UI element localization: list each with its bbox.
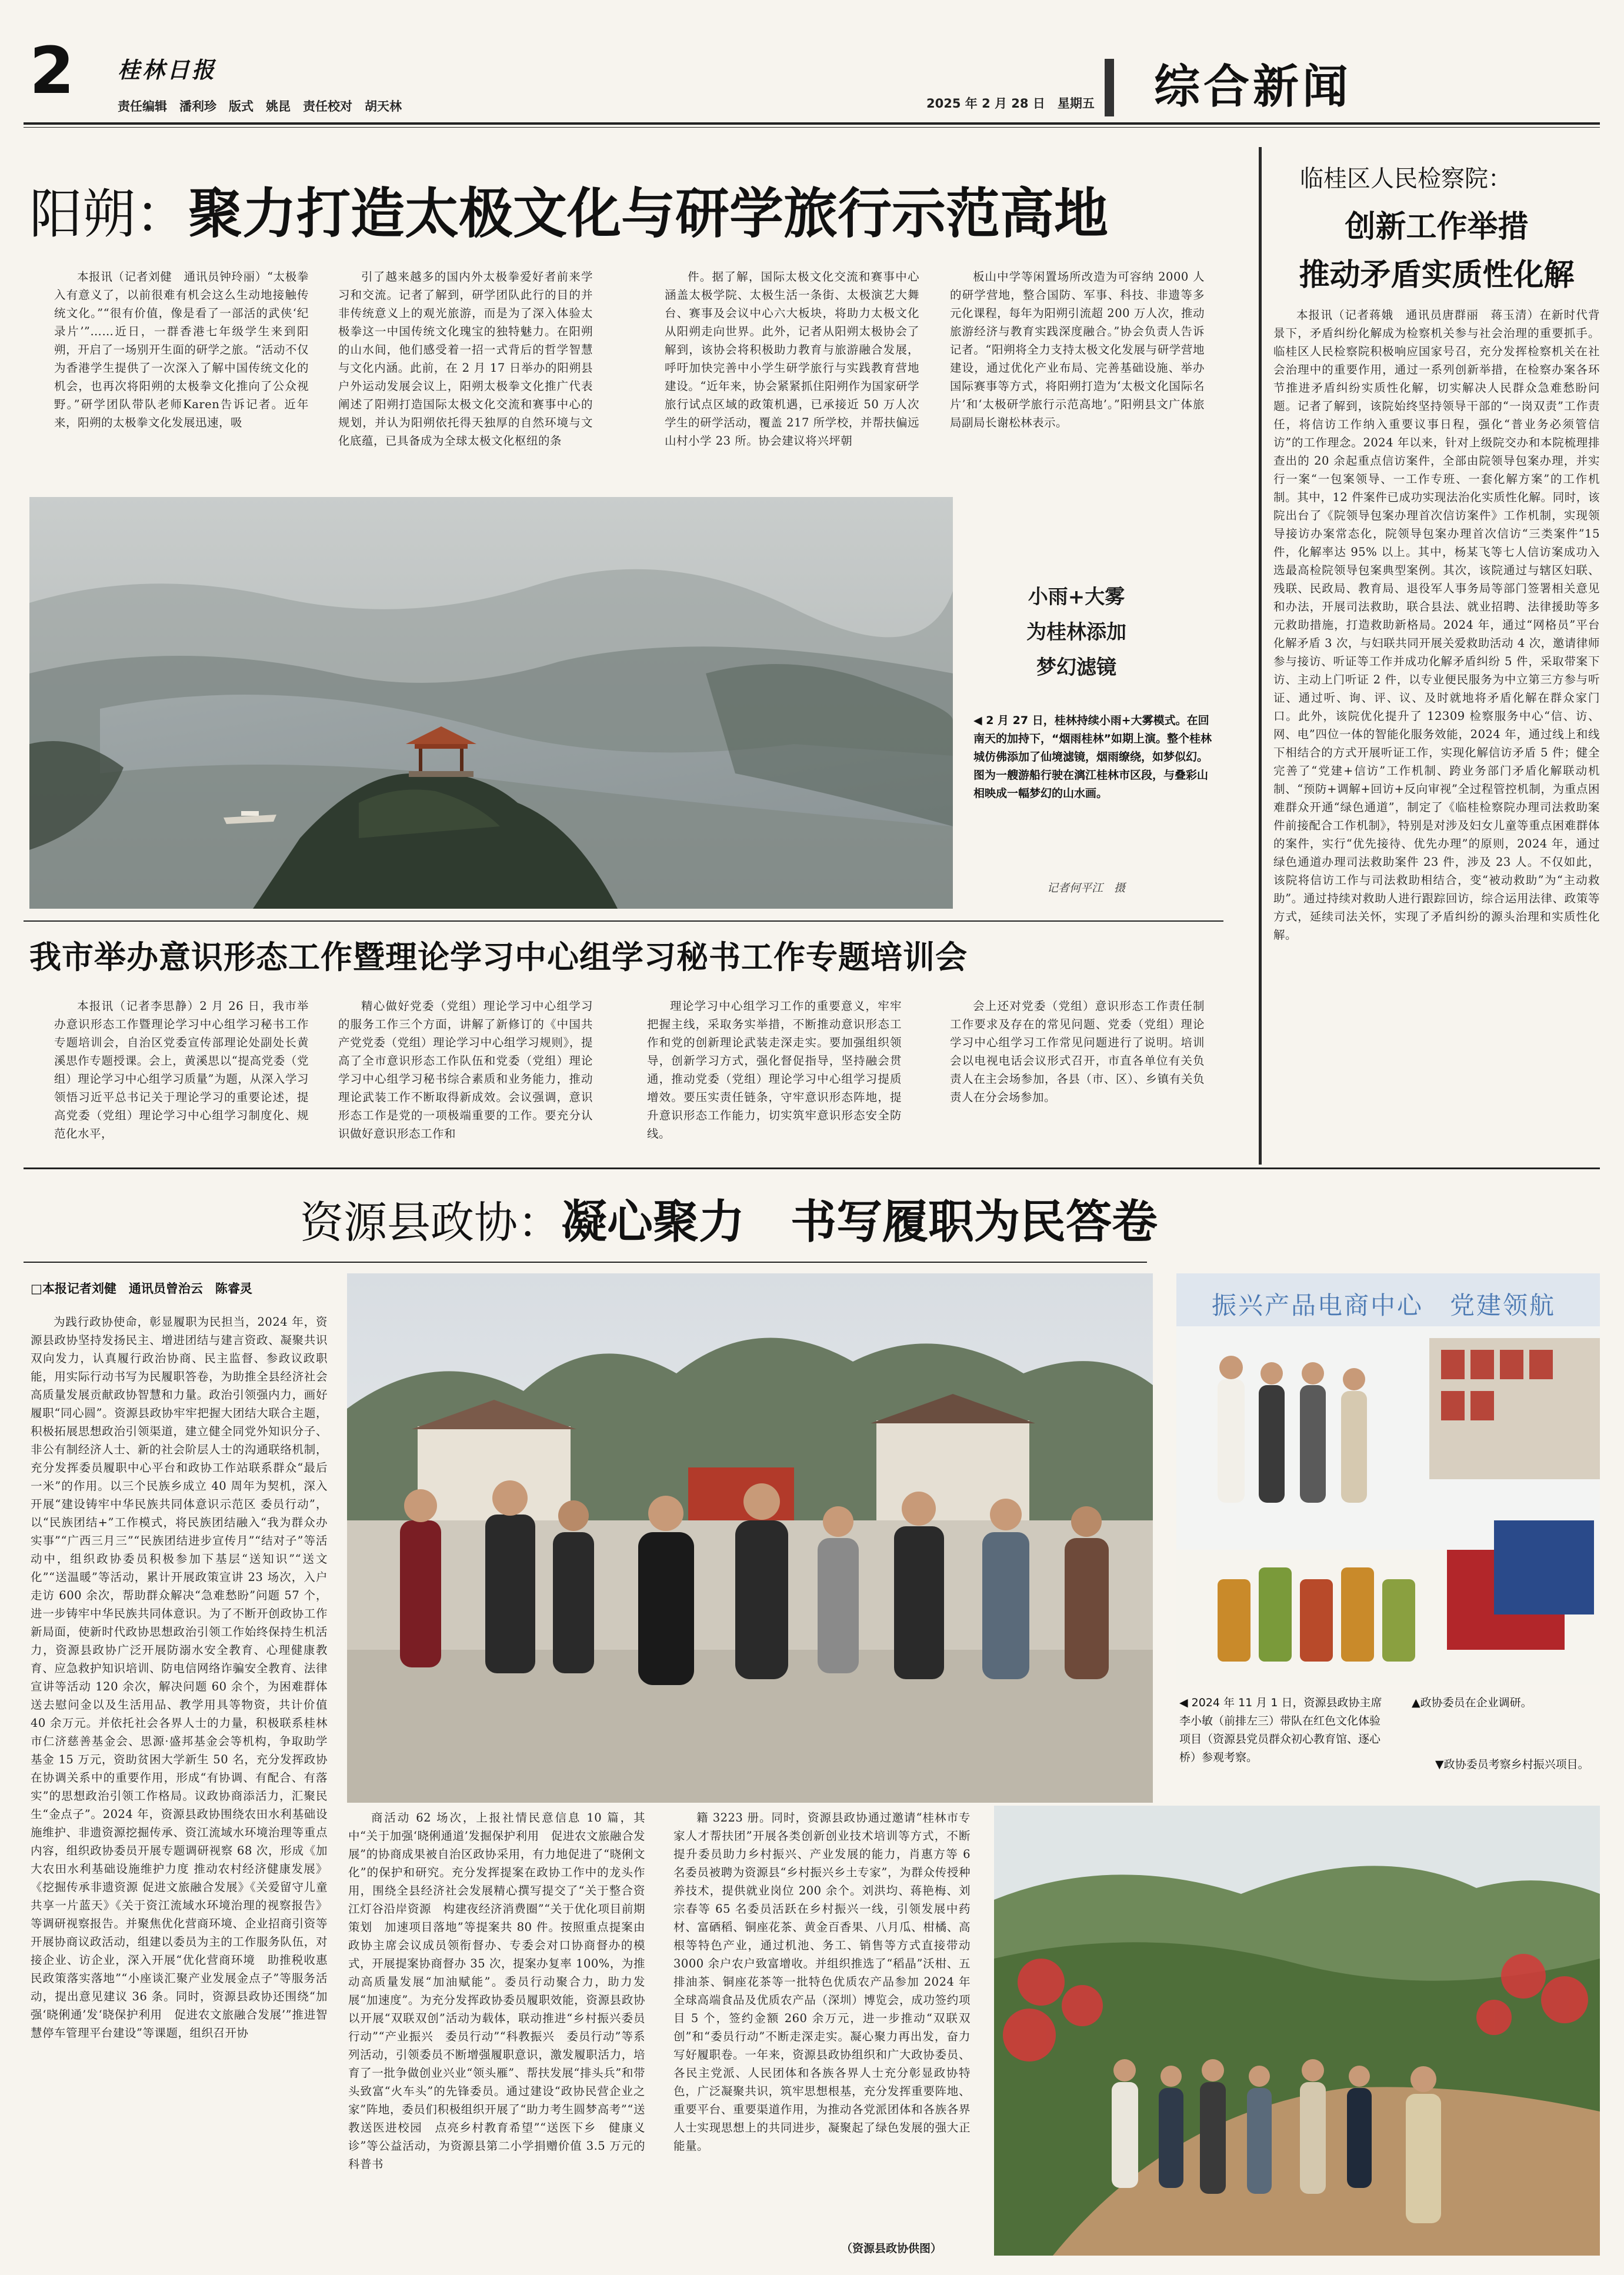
- headline-place: 资源县政协：: [300, 1197, 561, 1248]
- article3-headline: [300, 1185, 1158, 1251]
- headline-main: 凝心聚力 书写履职为民答卷: [561, 1195, 1158, 1249]
- article2-col1: 本报讯（记者李思静）2 月 26 日，我市举办意识形态工作暨理论学习中心组学习秘书工作专题培训会，自治区党委宣传部理论处副处长黄溪思作专题授课。会上，黄溪思以“提高党委（党组）理论学习中心组学习质量”为题，从深入学习领悟习近平总书记关于理论学习的重要论述，提高党委（党组）理论学习中心组学习制度化、规范化水平，: [54, 999, 309, 1140]
- rural-photo-image: [994, 1806, 1600, 2256]
- misty-landscape-image: [29, 497, 953, 909]
- article3-col3: 籍 3223 册。同时，资源县政协通过邀请“桂林市专家人才帮扶团”开展各类创新创业技术培训等方式，不断提升委员助力乡村振兴、产业发展的能力，肖惠方等 6 名委员被聘为资源县“乡村振兴乡土专家”，为群众传授种养技术，提供就业岗位 200 余个。刘洪均、蒋艳梅、刘宗春等 65 名委员活跃在乡村振兴一线，引领发展中药材、富硒稻、铜座花茶、黄金百香果、八月瓜、柑橘、高根等特色产业，通过机池、务工、销售等方式直接带动 3000 余户农户致富增收。并组织推选了“稻晶”沃柑、五排油茶、铜座花茶等一批特色优质农产品参加 2024 年全球高端食品及优质农产品（深圳）博览会，成功签约项目 5 个，签约金额 260 余万元，进一步推动“双联双创”和“委员行动”不断走深走实。凝心聚力再出发，奋力写好履职卷。一年来，资源县政协组织和广大政协委员、各民主党派、人民团体和各族各界人士充分彰显政协特色，广泛凝聚共识，筑牢思想根基，充分发挥重要阵地、重要平台、重要渠道作用，为推动各党派团体和各族各界人士实现思想上的共同进步，凝聚起了绿色发展的强大正能量。: [673, 1811, 971, 2153]
- photo-enterprise: [1176, 1273, 1600, 1685]
- headline-main: 聚力打造太极文化与研学旅行示范高地: [188, 182, 1109, 245]
- article3-byline: □本报记者刘健 通讯员曾治云 陈睿灵: [31, 1282, 252, 1296]
- article2-col3: 理论学习中心组学习工作的重要意义，牢牢把握主线，采取务实举措，不断推动意识形态工作和党的创新理论武装走深走实。要加强组织领导，创新学习方式，强化督促指导，坚持融会贯通，推动党委（党组）理论学习中心组学习提质增效。要压实责任链条，守牢意识形态阵地，提升意识形态工作能力，切实筑牢意识形态安全防线。: [647, 999, 902, 1140]
- sidebar-title-line: 推动矛盾实质性化解: [1299, 257, 1575, 293]
- photo1-credit: 记者何平江 摄: [1047, 882, 1126, 895]
- issue-date: 2025 年 2 月 28 日 星期五: [926, 96, 1095, 111]
- photo1-title: [982, 579, 1171, 685]
- page-number: 2: [29, 33, 75, 108]
- photo3-caption-c: ▼政协委员考察乡村振兴项目。: [1435, 1758, 1589, 1771]
- photo-delegation: [347, 1273, 1153, 1803]
- photo-misty-river: [29, 497, 953, 909]
- sidebar-kicker: 临桂区人民检察院：: [1300, 165, 1512, 192]
- photo1-title-line: 为桂林添加: [1026, 621, 1126, 644]
- article2-headline: 我市举办意识形态工作暨理论学习中心组学习秘书工作专题培训会: [29, 938, 968, 976]
- article3-col2: 商活动 62 场次，上报社情民意信息 10 篇，其中“关于加强‘晓俐通道’发掘保护利用 促进农文旅融合发展”的协商成果被自治区政协采用，有力地促进了“晓俐文化”的保护和研究。充分发挥提案在政协工作中的龙头作用，围绕全县经济社会发展精心撰写提交了“关于整合资江灯谷沿岸资源 构建夜经济消费圈”“关于优化项目前期策划 加速项目落地”等提案共 80 件。按照重点提案由政协主席会议成员领衔督办、专委会对口协商督办的模式，开展提案协商督办 35 次，提案办复率 100%，为推动高质量发展“加油赋能”。委员行动聚合力，助力发展“加速度”。为充分发挥政协委员履职效能，资源县政协以开展“双联双创”活动为载体，联动推进“乡村振兴委员行动”“产业振兴 委员行动”“科教振兴 委员行动”等系列活动，引领委员不断增强履职意识，激发履职活力，培育了一批争做创业兴业“领头雁”、帮扶发展“排头兵”和带头致富“火车头”的先锋委员。通过建设“政协民营企业之家”阵地，委员们积极组织开展了“助力考生圆梦高考”“送教送医进校园 点亮乡村教育希望”“送医下乡 健康义诊”等公益活动，为资源县第二小学捐赠价值 3.5 万元的科普书: [348, 1811, 645, 2171]
- article1-headline: [29, 171, 1108, 248]
- article1-col4: 板山中学等闲置场所改造为可容纳 2000 人的研学营地，整合国防、军事、科技、非遗等多元化课程，每年为阳朔引流超 200 万人次，推动旅游经济与教育实践深度融合。”协会负责人告诉记者。“阳朔将全力支持太极文化发展与研学营地建设，通过优化产业布局、完善基础设施、举办国际赛事等方式，将阳朔打造为‘太极文化国际名片’和‘太极研学旅行示范高地’。”阳朔县文广体旅局副局长谢松林表示。: [950, 270, 1205, 429]
- sidebar-title: [1273, 203, 1600, 299]
- masthead-rule-thin: [24, 127, 1600, 128]
- masthead-rule: [24, 122, 1600, 125]
- article2-col2: 精心做好党委（党组）理论学习中心组学习的服务工作三个方面，讲解了新修订的《中国共产党党委（党组）理论学习中心组学习规则》，提高了全市意识形态工作队伍和党委（党组）理论学习中心组学习秘书综合素质和业务能力，推动理论武装工作不断取得新成效。会议强调，意识形态工作是党的一项极端重要的工作。要充分认识做好意识形态工作和: [338, 999, 593, 1140]
- enterprise-photo-image: [1176, 1273, 1600, 1685]
- section-marker: [1105, 59, 1114, 116]
- article3-rule-mid: [24, 1262, 1147, 1263]
- section-title: 综合新闻: [1154, 60, 1352, 114]
- paper-name: 桂林日报: [118, 56, 217, 83]
- photo1-caption: ◀ 2 月 27 日，桂林持续小雨+大雾模式。在回南天的加持下，“烟雨桂林”如期上演。整个桂林城仿佛添加了仙境滤镜，烟雨缭绕，如梦似幻。图为一艘游船行驶在漓江桂林市区段，与叠彩山相映成一幅梦幻的山水画。: [973, 714, 1212, 800]
- photo1-title-line: 梦幻滤镜: [1036, 656, 1116, 679]
- delegation-photo-image: [347, 1273, 1153, 1803]
- sidebar-title-line: 创新工作举措: [1345, 209, 1529, 245]
- article2-rule-top: [24, 920, 1223, 922]
- article2-col4: 会上还对党委（党组）意识形态工作责任制工作要求及存在的常见问题、党委（党组）理论学习中心组学习工作常见问题进行了说明。培训会以电视电话会议形式召开，市直各单位有关负责人在主会场参加，各县（市、区）、乡镇有关负责人在分会场参加。: [950, 999, 1205, 1104]
- photo1-title-line: 小雨+大雾: [1028, 585, 1125, 609]
- article3-rule-top: [24, 1167, 1600, 1169]
- article1-col1: 本报讯（记者刘健 通讯员钟玲丽）“太极拳入有意义了，以前很难有机会这么生动地接触传统文化。”“很有价值，像是看了一部活的武侠‘纪录片’”……近日，一群香港七年级学生来到阳朔，开启了一场别开生面的研学之旅。“活动不仅为香港学生提供了一次深入了解中国传统文化的机会，也再次将阳朔的太极拳文化推向了公众视野。”研学团队带队老师Karen告诉记者。近年来，阳朔的太极拳文化发展迅速，吸: [54, 270, 309, 429]
- sidebar-body: 本报讯（记者蒋娥 通讯员唐群丽 蒋玉清）在新时代背景下，矛盾纠纷化解成为检察机关参与社会治理的重要抓手。临桂区人民检察院积极响应国家号召，充分发挥检察机关在社会治理中的重要作用，通过一系列创新举措，在检察办案各环节推进矛盾纠纷实质性化解，切实解决人民群众急难愁盼问题。记者了解到，该院始终坚持领导干部的“一岗双责”工作责任，将信访工作纳入重要议事日程，强化“普业务必须管信访”的工作理念。2024 年以来，针对上级院交办和本院梳理排查出的 20 余起重点信访案件，全部由院领导包案办理，并实行一案“一包案领导、一工作专班、一套化解方案”的工作机制。其中，12 件案件已成功实现法治化实质性化解。同时，该院出台了《院领导包案办理首次信访案件》工作机制，实现领导接访办案常态化，院领导包案办理首次信访“三类案件”15 件，化解率达 95% 以上。其中，杨某飞等七人信访案成功入选最高检院领导包案典型案例。其次，该院通过与辖区妇联、残联、民政局、教育局、退役军人事务局等部门签署相关意见和办法，开展司法救助，联合县法、就业招聘、法律援助等多元救助措施，打造救助新格局。2024 年，通过“网格员”平台化解矛盾 3 次，与妇联共同开展关爱救助活动 4 次，邀请律师参与接访、听证等工作并成功化解矛盾纠纷 5 件，采取带案下访、主动上门听证 2 件，以专业便民服务为中立第三方参与听证、通过听、询、评、议、及时就地将矛盾化解在群众家门口。此外，该院优化提升了 12309 检察服务中心“信、访、网、电”四位一体的智能化服务效能，2024 年，通过线上和线下相结合的方式开展听证工作，实现化解信访矛盾 5 件；健全完善了“党建+信访”工作机制、跨业务部门矛盾化解联动机制、“预防+调解+回访+反向审视”全过程管控机制，为重点困难群众开通“绿色通道”，制定了《临桂检察院办理司法救助案件前接配合工作机制》，特别是对涉及妇女儿童等重点困难群体的案件，实行“优先接待、优先办理”的原则，2024 年，通过绿色通道办理司法救助案件 23 件，涉及 23 人。不仅如此，该院将信访工作与司法救助相结合，变“被动救助”为“主动救助”。通过持续对救助人进行跟踪回访，综合运用法律、政策等方式，延续司法关怀，实现了矛盾纠纷的源头治理和实质性化解。: [1273, 308, 1600, 942]
- editors-line: 责任编辑 潘利珍 版式 姚昆 责任校对 胡天林: [118, 99, 402, 114]
- photo3-caption-b: ▲政协委员在企业调研。: [1412, 1696, 1532, 1709]
- sidebar-divider: [1259, 147, 1262, 1165]
- article1-col2: 引了越来越多的国内外太极拳爱好者前来学习和交流。记者了解到，研学团队此行的目的并非传统意义上的观光旅游，而是为了深入体验太极拳这一中国传统文化瑰宝的独特魅力。在阳朔的山水间，他们感受着一招一式背后的哲学智慧与文化内涵。此前，在 2 月 17 日举办的阳朔县户外运动发展会议上，阳朔太极拳文化推广代表阐述了阳朔打造国际太极文化交流和赛事中心的规划，并认为阳朔依托得天独厚的自然环境与文化底蕴，已具备成为全球太极文化枢纽的条: [338, 270, 593, 448]
- enterprise-sign-text: 振兴产品电商中心 党建领航: [1212, 1291, 1556, 1320]
- article3-credit: （资源县政协供图）: [841, 2242, 942, 2255]
- photo3-caption-a: ◀ 2024 年 11 月 1 日，资源县政协主席李小敏（前排左三）带队在红色文化体验项目（资源县党员群众初心教育馆、逐心桥）参观考察。: [1179, 1696, 1382, 1764]
- article3-col1: 为践行政协使命，彰显履职为民担当，2024 年，资源县政协坚持发扬民主、增进团结与建言资政、凝聚共识双向发力，认真履行政治协商、民主监督、参政议政职能，用实际行动书写为民履职答卷，为助推全县经济社会高质量发展贡献政协智慧和力量。政治引领强内力，画好履职“同心圆”。资源县政协牢牢把握大团结大联合主题，积极拓展思想政治引领渠道，建立健全同党外知识分子、非公有制经济人士、新的社会阶层人士的沟通联络机制，充分发挥委员履职中心平台和政协工作站联系群众“最后一米”的作用。以三个民族乡成立 40 周年为契机，深入开展“建设铸牢中华民族共同体意识示范区 委员行动”，以“民族团结+”工作模式，将民族团结融入“我为群众办实事”“广西三月三”“民族团结进步宣传月”“结对子”等活动中，组织政协委员积极参加下基层“送知识”“送文化”“送温暖”等活动，累计开展政策宣讲 23 场次，入户走访 600 余次，帮助群众解决“急难愁盼”问题 57 个，进一步铸牢中华民族共同体意识。为了不断开创政协工作新局面，使新时代政协思想政治引领工作始终保持生机活力，资源县政协广泛开展防溺水安全教育、心理健康教育、应急救护知识培训、防电信网络诈骗安全教育、法律宣讲等活动 120 余次，解决问题 60 余个，为困难群体送去慰问金以及生活用品、教学用具等物资，共计价值 40 余万元。并依托社会各界人士的力量，积极联系桂林市仁济慈善基金会、思源·盛邦基金会等机构，争取助学基金 15 万元，资助贫困大学新生 50 名，充分发挥政协在协调关系中的重要作用，形成“有协调、有配合、有落实”的思想政治引领工作格局。议政协商添活力，汇聚民生“金点子”。2024 年，资源县政协围绕农田水利基础设施维护、非遗资源挖掘传承、资江流域水环境治理等重点内容，组织政协委员开展专题调研视察 68 次，形成《加大农田水利基础设施维护力度 推动农村经济健康发展》《挖掘传承非遗资源 促进文旅融合发展》《关爱留守儿童 共享一片蓝天》《关于资江流域水环境治理的视察报告》等调研视察报告。并聚焦优化营商环境、企业招商引资等开展协商议政活动，组建以委员为主的工作服务队伍，对接企业、访企业，深入开展“优化营商环境 助推税收惠民政策落实落地”“小座谈汇聚产业发展金点子”等服务活动，提出意见建议 36 条。同时，资源县政协还围绕“加强‘晓俐通’发‘晓保护利用 促进农文旅融合发展’”推进智慧停车管理平台建设”等课题，组织召开协: [31, 1315, 340, 2040]
- headline-place: 阳朔：: [29, 184, 188, 245]
- photo-rural: [994, 1806, 1600, 2256]
- article1-col3: 件。据了解，国际太极文化交流和赛事中心涵盖太极学院、太极生活一条街、太极演艺大舞台、赛事及会议中心六大板块，将助力太极文化从阳朔走向世界。此外，记者从阳朔太极协会了解到，该协会将积极助力教育与旅游融合发展，呼吁加快完善中小学生研学旅行与实践教育营地建设。“近年来，协会紧紧抓住阳朔作为国家研学旅行试点区域的政策机遇，已承接近 50 万人次学生的研学活动，覆盖 217 所学校，并帮扶偏远山村小学 23 所。协会建议将兴坪朝: [665, 270, 919, 448]
